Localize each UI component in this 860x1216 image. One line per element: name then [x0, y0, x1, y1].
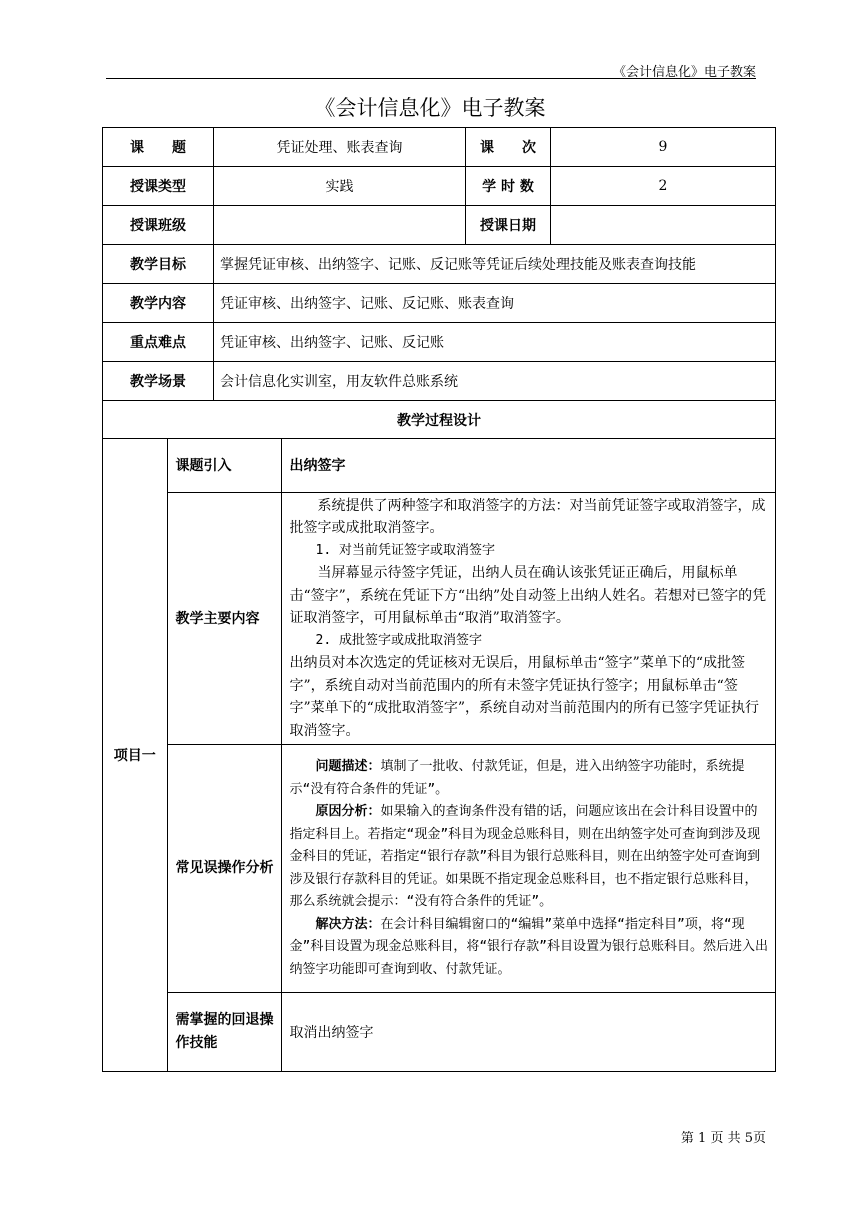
date-value: [551, 206, 776, 245]
key-points-label: 重点难点: [103, 323, 214, 362]
project-table: [103, 439, 776, 1071]
question-text: 填制了一批收、付款凭证，但是，进入出纳签字功能时，系统提示“没有符合条件的凭证”。: [289, 759, 745, 797]
hours-label: 学 时 数: [466, 167, 551, 206]
main-content-paragraph: 系统提供了两种签字和取消签字的方法：对当前凭证签字或取消签字，成批签字或成批取消签字。: [289, 497, 766, 536]
error-question: [290, 756, 769, 801]
scene-value: 会计信息化实训室，用友软件总账系统: [214, 362, 776, 401]
lesson-plan-table: [102, 127, 776, 1072]
solution-heading: 解决方法：: [315, 916, 381, 932]
page-header: 《会计信息化》电子教案: [612, 65, 756, 80]
rollback-label: 需掌握的回退操作技能: [167, 993, 281, 1071]
main-content-paragraph: 当屏幕显示待签字凭证，出纳人员在确认该张凭证正确后，用鼠标单击“签字”，系统在凭证下方“出纳”处自动签上出纳人姓名。若想对已签字的凭证取消签字，可用鼠标单击“取消”取消签字。: [289, 565, 767, 626]
main-content-subheading: 1. 对当前凭证签字或取消签字: [315, 542, 495, 558]
errors-body: [281, 745, 776, 993]
main-content-label: 教学主要内容: [167, 492, 281, 745]
content-label: 教学内容: [103, 284, 214, 323]
intro-label: 课题引入: [167, 439, 281, 492]
key-points-value: 凭证审核、出纳签字、记账、反记账: [214, 323, 776, 362]
content-value: 凭证审核、出纳签字、记账、反记账、账表查询: [214, 284, 776, 323]
topic-value: 凭证处理、账表查询: [214, 128, 466, 167]
solution-text: 在会计科目编辑窗口的“编辑”菜单中选择“指定科目”项，将“现金”科目设置为现金总账科目，将“银行存款”科目设置为银行总账科目。然后进入出纳签字功能即可查询到收、付款凭证。: [289, 916, 768, 977]
error-reason: [290, 801, 769, 914]
project-label: 项目一: [103, 439, 167, 1071]
page-footer: 第 1 页 共 5页: [680, 1131, 766, 1146]
header-divider: [106, 78, 756, 79]
class-type-value: 实践: [214, 167, 466, 206]
question-heading: 问题描述：: [315, 759, 381, 774]
class-group-value: [214, 206, 466, 245]
objectives-value: 掌握凭证审核、出纳签字、记账、反记账等凭证后续处理技能及账表查询技能: [214, 245, 776, 284]
class-group-label: 授课班级: [103, 206, 214, 245]
reason-text: 如果输入的查询条件没有错的话，问题应该出在会计科目设置中的指定科目上。若指定“现金”科目为现金总账科目，则在出纳签字处可查询到涉及现金科目的凭证，若指定“银行存款”科目为银行总账科目，则在出纳签字处可查询到涉及银行存款科目的凭证。如果既不指定现金总账科目，也不指定银行总账科目，那么系统就会提示：“没有符合条件的凭证”。: [289, 804, 761, 909]
error-solution: [290, 914, 769, 982]
date-label: 授课日期: [466, 206, 551, 245]
main-content-body: [281, 492, 776, 745]
document-title: 《会计信息化》电子教案: [314, 96, 546, 120]
class-type-label: 授课类型: [103, 167, 214, 206]
session-value: 9: [551, 128, 776, 167]
design-heading: 教学过程设计: [103, 401, 776, 439]
topic-label: 课 题: [103, 128, 214, 167]
intro-value: 出纳签字: [281, 439, 776, 492]
scene-label: 教学场景: [103, 362, 214, 401]
main-content-subheading: 2. 成批签字或成批取消签字: [315, 632, 482, 648]
project-section: [103, 439, 776, 1072]
rollback-value: 取消出纳签字: [281, 993, 776, 1071]
main-content-paragraph: 出纳员对本次选定的凭证核对无误后，用鼠标单击“签字”菜单下的“成批签字”，系统自动对当前范围内的所有未签字凭证执行签字；用鼠标单击“签字”菜单下的“成批取消签字”，系统自动对当前范围内的所有已签字凭证执行取消签字。: [289, 655, 759, 739]
reason-heading: 原因分析：: [315, 804, 381, 819]
errors-label: 常见误操作分析: [167, 745, 281, 993]
hours-value: 2: [551, 167, 776, 206]
session-label: 课 次: [466, 128, 551, 167]
objectives-label: 教学目标: [103, 245, 214, 284]
